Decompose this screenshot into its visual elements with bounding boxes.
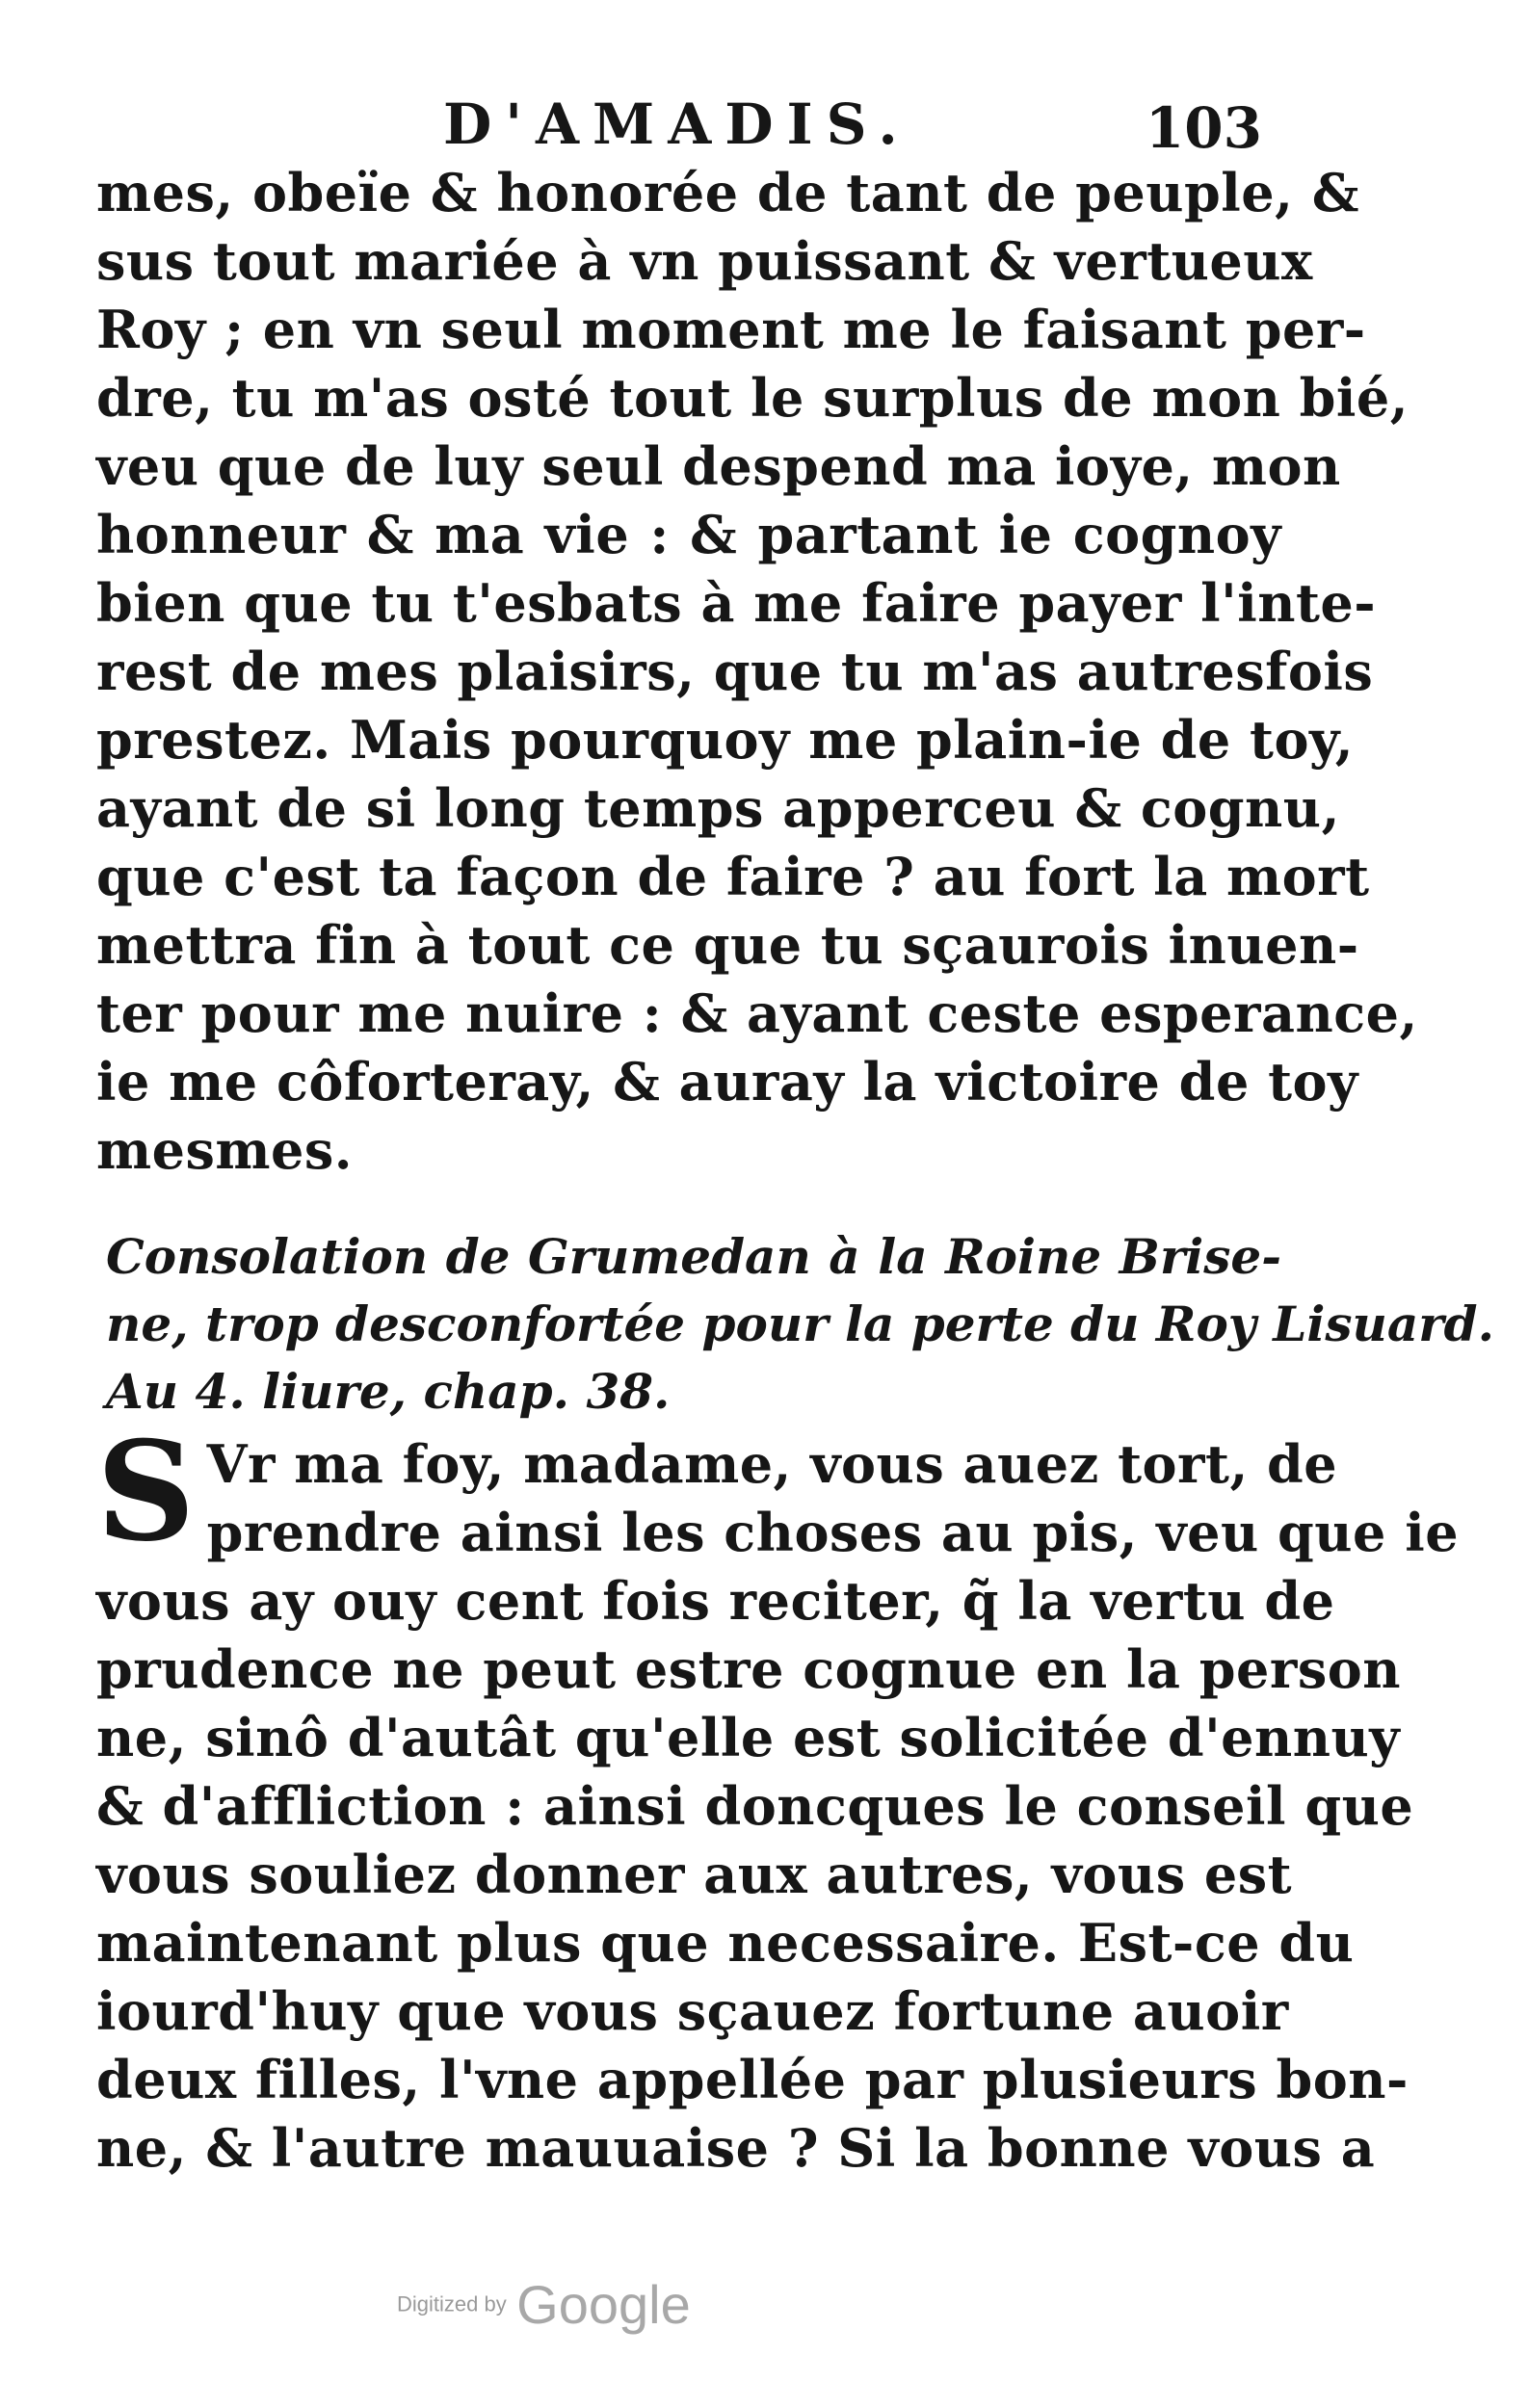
text-line: mesmes. (96, 1119, 354, 1181)
drop-cap: S (96, 1412, 196, 1572)
google-logo: Google (516, 2274, 691, 2335)
text-line: honneur & ma vie : & partant ie cognoy (96, 504, 1281, 565)
text-line: rest de mes plaisirs, que tu m'as autresfois (96, 641, 1374, 702)
text-line: ie me côforteray, & auray la victoire de toy (96, 1051, 1358, 1112)
text-line: deux filles, l'vne appellée par plusieurs bon- (96, 2049, 1409, 2110)
paragraph-continued (96, 159, 1418, 1185)
text-line: dre, tu m'as osté tout le surplus de mon bié, (96, 367, 1409, 429)
heading-line: Au 4. liure, chap. 38. (106, 1363, 671, 1420)
text-line: Roy ; en vn seul moment me le faisant per- (96, 299, 1366, 360)
heading-line: ne, trop desconfortée pour la perte du Roy Lisuard. (106, 1296, 1495, 1352)
text-line: sus tout mariée à vn puissant & vertueux (96, 230, 1313, 292)
text-line: ne, sinô d'autât qu'elle est solicitée d'ennuy (96, 1707, 1401, 1768)
text-line: mettra fin à tout ce que tu sçaurois inuen- (96, 914, 1359, 976)
paragraph-consolation (96, 1412, 1460, 2183)
text-line: prudence ne peut estre cognue en la person (96, 1638, 1402, 1700)
text-line: ne, & l'autre mauuaise ? Si la bonne vous a (96, 2117, 1376, 2179)
text-line: veu que de luy seul despend ma ioye, mon (96, 435, 1341, 497)
text-line: vous ay ouy cent fois reciter, q̃ la vertu de (96, 1570, 1335, 1632)
text-line: & d'affliction : ainsi doncques le conseil que (96, 1775, 1414, 1837)
text-line: ter pour me nuire : & ayant ceste esperance, (96, 982, 1418, 1044)
heading-line: Consolation de Grumedan à la Roine Brise- (106, 1228, 1281, 1285)
page-number: 103 (1145, 95, 1262, 161)
text-line: que c'est ta façon de faire ? au fort la mort (96, 846, 1370, 907)
text-line: iourd'huy que vous sçauez fortune auoir (96, 1980, 1289, 2042)
page-header (385, 92, 1291, 169)
text-line: mes, obeïe & honorée de tant de peuple, & (96, 162, 1359, 223)
digitized-by-label: Digitized by (397, 2291, 507, 2316)
text-line: bien que tu t'esbats à me faire payer l'inte- (96, 572, 1377, 634)
running-title: D'AMADIS. (443, 92, 911, 157)
text-line: ayant de si long temps apperceu & cognu, (96, 777, 1340, 839)
digitized-watermark (397, 2273, 691, 2336)
text-line: maintenant plus que necessaire. Est-ce du (96, 1912, 1355, 1974)
text-line: prendre ainsi les choses au pis, veu que ie (206, 1502, 1460, 1563)
text-line: vous souliez donner aux autres, vous est (96, 1844, 1293, 1905)
text-line: Vr ma foy, madame, vous auez tort, de (206, 1433, 1338, 1495)
text-line: prestez. Mais pourquoy me plain-ie de toy, (96, 709, 1355, 771)
chapter-heading (106, 1223, 1495, 1426)
